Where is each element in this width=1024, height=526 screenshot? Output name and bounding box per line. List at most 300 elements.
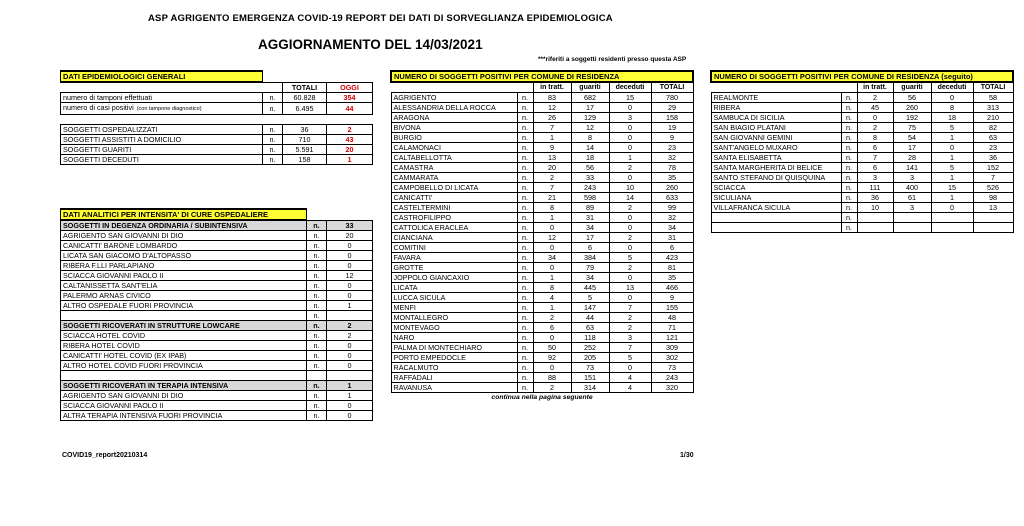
row-label-sub: (con tampone diagnostico)	[136, 106, 202, 112]
value-cell: 2	[533, 313, 571, 323]
table-row	[391, 183, 693, 193]
comune-name: PALMA DI MONTECHIARO	[391, 343, 517, 353]
value-cell: 9	[533, 143, 571, 153]
table-row	[391, 333, 693, 343]
value-cell: 35	[651, 273, 693, 283]
unit-cell: n.	[307, 381, 327, 391]
value-cell: 31	[651, 233, 693, 243]
table-row	[711, 203, 1013, 213]
value-cell: 71	[651, 323, 693, 333]
value-cell: 1	[327, 381, 373, 391]
report-header: ASP AGRIGENTO EMERGENZA COVID-19 REPORT DEI DATI DI SORVEGLIANZA EPIDEMIOLOGICA	[148, 13, 613, 24]
value-cell: 5	[931, 163, 973, 173]
value-cell: n.	[841, 103, 857, 113]
unit-cell: n.	[307, 311, 327, 321]
value-cell: n.	[517, 123, 533, 133]
unit-cell: n.	[307, 391, 327, 401]
value-cell: 34	[571, 223, 609, 233]
value-cell: n.	[517, 163, 533, 173]
value-cell: n.	[841, 133, 857, 143]
col-totali: TOTALI	[283, 82, 327, 93]
value-cell: 2	[609, 233, 651, 243]
value-cell: 3	[893, 203, 931, 213]
value-cell: 6	[857, 163, 893, 173]
value-cell: 50	[533, 343, 571, 353]
table-row	[61, 251, 373, 261]
value-cell: 0	[609, 293, 651, 303]
table-row	[61, 93, 373, 103]
value-cell: n.	[517, 103, 533, 113]
unit-cell: n.	[307, 291, 327, 301]
table-row	[391, 193, 693, 203]
table-row	[61, 135, 373, 145]
table-row	[61, 145, 373, 155]
value-cell: 2	[533, 383, 571, 393]
comune-name: SICULIANA	[711, 193, 841, 203]
value-cell: 423	[651, 253, 693, 263]
value-cell: 6	[571, 243, 609, 253]
value-cell: 58	[973, 93, 1013, 103]
column-header: in tratt.	[857, 82, 893, 93]
value-cell: 0	[609, 223, 651, 233]
table-row	[391, 133, 693, 143]
row-label: SOGGETTI GUARITI	[61, 145, 263, 155]
table-row	[391, 103, 693, 113]
value-cell: n.	[517, 313, 533, 323]
value-cell: 3	[857, 173, 893, 183]
unit-cell: n.	[307, 271, 327, 281]
table-row	[391, 273, 693, 283]
column-header: guariti	[893, 82, 931, 93]
value-cell: 1	[931, 193, 973, 203]
unit-cell: n.	[263, 125, 283, 135]
table-row	[391, 383, 693, 393]
table-row	[711, 123, 1013, 133]
value-cell: 2	[609, 263, 651, 273]
table-row	[61, 401, 373, 411]
value-cell	[973, 213, 1013, 223]
value-cell: 252	[571, 343, 609, 353]
value-cell: 0	[327, 291, 373, 301]
unit-cell: n.	[263, 145, 283, 155]
table-row	[61, 220, 373, 231]
row-label: AGRIGENTO SAN GIOVANNI DI DIO	[61, 231, 307, 241]
table-row	[391, 343, 693, 353]
continue-note: continua nella pagina seguente	[491, 394, 593, 401]
update-date: AGGIORNAMENTO DEL 14/03/2021	[258, 37, 483, 52]
comuni-title: NUMERO DI SOGGETTI POSITIVI PER COMUNE DI RESIDENZA	[391, 71, 693, 82]
value-cell: 21	[533, 193, 571, 203]
table-row	[61, 231, 373, 241]
comune-name: LUCCA SICULA	[391, 293, 517, 303]
table-row	[391, 203, 693, 213]
comune-name: SANT'ANGELO MUXARO	[711, 143, 841, 153]
table-row	[711, 193, 1013, 203]
row-label	[61, 103, 263, 115]
table-row	[61, 371, 373, 381]
value-cell: 88	[533, 373, 571, 383]
today-cell: 44	[327, 103, 373, 115]
value-cell	[327, 371, 373, 381]
value-cell: 7	[533, 183, 571, 193]
report-filename: COVID19_report20210314	[62, 452, 148, 459]
value-cell: 5	[609, 353, 651, 363]
value-cell: n.	[517, 113, 533, 123]
value-cell: 155	[651, 303, 693, 313]
value-cell: n.	[841, 213, 857, 223]
unit-cell: n.	[307, 321, 327, 331]
value-cell: 0	[533, 263, 571, 273]
value-cell: 0	[533, 243, 571, 253]
table-row	[711, 93, 1013, 103]
table-row	[391, 353, 693, 363]
comune-name: FAVARA	[391, 253, 517, 263]
table-row	[391, 223, 693, 233]
value-cell: 192	[893, 113, 931, 123]
value-cell: 1	[533, 133, 571, 143]
table-row	[61, 125, 373, 135]
value-cell: 9	[651, 293, 693, 303]
value-cell: 129	[571, 113, 609, 123]
value-cell: n.	[517, 333, 533, 343]
value-cell: 10	[857, 203, 893, 213]
value-cell: 34	[571, 273, 609, 283]
value-cell: 0	[327, 261, 373, 271]
value-cell: n.	[517, 193, 533, 203]
value-cell: 1	[931, 173, 973, 183]
value-cell: 92	[533, 353, 571, 363]
value-cell: 12	[571, 123, 609, 133]
value-cell: n.	[517, 173, 533, 183]
table-row	[391, 153, 693, 163]
row-label: ALTRO OSPEDALE FUORI PROVINCIA	[61, 301, 307, 311]
row-label: SOGGETTI ASSISTITI A DOMICILIO	[61, 135, 263, 145]
value-cell: 33	[571, 173, 609, 183]
value-cell: 0	[533, 223, 571, 233]
table-row	[391, 363, 693, 373]
comune-name: RAFFADALI	[391, 373, 517, 383]
table-row	[391, 373, 693, 383]
value-cell: 15	[931, 183, 973, 193]
today-cell: 354	[327, 93, 373, 103]
value-cell: 152	[973, 163, 1013, 173]
column-header: deceduti	[931, 82, 973, 93]
total-cell: 36	[283, 125, 327, 135]
value-cell: n.	[517, 373, 533, 383]
value-cell: 73	[651, 363, 693, 373]
table-row	[61, 291, 373, 301]
value-cell: 2	[857, 93, 893, 103]
value-cell: 75	[893, 123, 931, 133]
value-cell: 2	[609, 163, 651, 173]
table-row	[391, 293, 693, 303]
value-cell: 5	[571, 293, 609, 303]
value-cell: 158	[651, 113, 693, 123]
value-cell: n.	[517, 263, 533, 273]
comune-name: SANTA MARGHERITA DI BELICE	[711, 163, 841, 173]
residents-note: ***riferiti a soggetti residenti presso questa ASP	[538, 56, 687, 63]
comune-name: ARAGONA	[391, 113, 517, 123]
value-cell: 20	[533, 163, 571, 173]
comune-name: CANICATTI'	[391, 193, 517, 203]
value-cell: n.	[841, 173, 857, 183]
table-row	[61, 155, 373, 165]
value-cell: 320	[651, 383, 693, 393]
value-cell: 313	[973, 103, 1013, 113]
column-header: TOTALI	[973, 82, 1013, 93]
unit-cell: n.	[307, 251, 327, 261]
comune-name: RACALMUTO	[391, 363, 517, 373]
value-cell: 121	[651, 333, 693, 343]
table-row	[711, 213, 1013, 223]
unit-cell: n.	[263, 155, 283, 165]
unit-cell: n.	[307, 220, 327, 231]
row-label: SCIACCA HOTEL COVID	[61, 331, 307, 341]
unit-cell: n.	[307, 401, 327, 411]
analytic-title: DATI ANALITICI PER INTENSITA' DI CURE OSPEDALIERE	[61, 209, 307, 220]
header-row	[391, 82, 693, 93]
row-label: SOGGETTI OSPEDALIZZATI	[61, 125, 263, 135]
row-label: LICATA SAN GIACOMO D'ALTOPASSO	[61, 251, 307, 261]
value-cell: 63	[973, 133, 1013, 143]
value-cell: n.	[517, 203, 533, 213]
table-row	[711, 223, 1013, 233]
value-cell: 17	[571, 103, 609, 113]
value-cell: 1	[533, 273, 571, 283]
row-label-text: numero di tamponi effettuati	[63, 93, 152, 102]
unit-cell: n.	[307, 341, 327, 351]
table-row	[391, 243, 693, 253]
table-row	[711, 113, 1013, 123]
value-cell: 1	[931, 133, 973, 143]
value-cell: 17	[571, 233, 609, 243]
comune-name: MONTEVAGO	[391, 323, 517, 333]
value-cell: 45	[857, 103, 893, 113]
unit-cell: n.	[307, 301, 327, 311]
value-cell: 8	[533, 203, 571, 213]
table-row	[61, 281, 373, 291]
value-cell	[931, 213, 973, 223]
comune-name: PORTO EMPEDOCLE	[391, 353, 517, 363]
value-cell: 73	[571, 363, 609, 373]
value-cell: 309	[651, 343, 693, 353]
row-label	[61, 93, 263, 103]
value-cell: 0	[931, 93, 973, 103]
value-cell: 13	[609, 283, 651, 293]
comuni-table	[390, 70, 694, 402]
value-cell: 243	[651, 373, 693, 383]
comune-name: CASTELTERMINI	[391, 203, 517, 213]
value-cell	[857, 223, 893, 233]
comuni-continuation-table	[710, 70, 1014, 233]
value-cell: 0	[931, 203, 973, 213]
value-cell: 400	[893, 183, 931, 193]
value-cell: 118	[571, 333, 609, 343]
comune-name: SCIACCA	[711, 183, 841, 193]
value-cell: 12	[533, 103, 571, 113]
value-cell: 56	[571, 163, 609, 173]
value-cell: 0	[609, 143, 651, 153]
value-cell: n.	[841, 193, 857, 203]
general-data-table	[60, 70, 373, 165]
value-cell: n.	[841, 153, 857, 163]
unit-cell: n.	[263, 135, 283, 145]
comune-name: VILLAFRANCA SICULA	[711, 203, 841, 213]
total-cell: 60.828	[283, 93, 327, 103]
value-cell: n.	[517, 273, 533, 283]
comune-name: CASTROFILIPPO	[391, 213, 517, 223]
value-cell: 0	[609, 273, 651, 283]
today-cell: 1	[327, 155, 373, 165]
value-cell: 0	[857, 113, 893, 123]
table-row	[711, 163, 1013, 173]
value-cell: 0	[533, 363, 571, 373]
value-cell: 98	[973, 193, 1013, 203]
value-cell: 6	[651, 243, 693, 253]
value-cell: n.	[517, 93, 533, 103]
comune-name: CAMMARATA	[391, 173, 517, 183]
value-cell: 48	[651, 313, 693, 323]
value-cell: 7	[609, 343, 651, 353]
table-row	[391, 163, 693, 173]
value-cell: 205	[571, 353, 609, 363]
comune-name: BURGIO	[391, 133, 517, 143]
row-label: AGRIGENTO SAN GIOVANNI DI DIO	[61, 391, 307, 401]
value-cell: n.	[841, 113, 857, 123]
row-label	[61, 311, 307, 321]
value-cell: 32	[651, 153, 693, 163]
total-cell: 710	[283, 135, 327, 145]
unit-cell	[307, 371, 327, 381]
value-cell: 302	[651, 353, 693, 363]
value-cell: 9	[651, 133, 693, 143]
value-cell: 3	[609, 113, 651, 123]
value-cell: 0	[327, 281, 373, 291]
table-row	[391, 173, 693, 183]
value-cell: n.	[841, 93, 857, 103]
comune-name: RAVANUSA	[391, 383, 517, 393]
unit-cell: n.	[307, 351, 327, 361]
column-header: in tratt.	[533, 82, 571, 93]
comune-name: SAMBUCA DI SICILIA	[711, 113, 841, 123]
table-row	[391, 123, 693, 133]
value-cell: 5	[609, 253, 651, 263]
table-row	[391, 113, 693, 123]
value-cell: 83	[533, 93, 571, 103]
value-cell: n.	[841, 183, 857, 193]
value-cell: 0	[609, 103, 651, 113]
value-cell: n.	[517, 323, 533, 333]
value-cell: n.	[517, 233, 533, 243]
value-cell: 78	[651, 163, 693, 173]
table-row	[711, 143, 1013, 153]
comune-name: ALESSANDRIA DELLA ROCCA	[391, 103, 517, 113]
value-cell: n.	[517, 253, 533, 263]
value-cell: n.	[517, 293, 533, 303]
table-row	[711, 153, 1013, 163]
col-oggi: OGGI	[327, 82, 373, 93]
table-row	[61, 301, 373, 311]
unit-cell: n.	[263, 93, 283, 103]
value-cell: 4	[609, 373, 651, 383]
value-cell: 0	[609, 123, 651, 133]
value-cell: 12	[327, 271, 373, 281]
table-row	[391, 233, 693, 243]
comune-name: MENFI	[391, 303, 517, 313]
table-row	[61, 351, 373, 361]
value-cell: 13	[973, 203, 1013, 213]
comune-name: REALMONTE	[711, 93, 841, 103]
row-label: RIBERA F.LLI PARLAPIANO	[61, 261, 307, 271]
value-cell	[857, 213, 893, 223]
value-cell: 0	[609, 363, 651, 373]
value-cell: 35	[651, 173, 693, 183]
value-cell: 44	[571, 313, 609, 323]
value-cell: 2	[327, 321, 373, 331]
row-label: CALTANISSETTA SANT'ELIA	[61, 281, 307, 291]
value-cell: 210	[973, 113, 1013, 123]
value-cell: 36	[973, 153, 1013, 163]
comune-name: CIANCIANA	[391, 233, 517, 243]
table-row	[711, 183, 1013, 193]
today-cell: 20	[327, 145, 373, 155]
value-cell	[893, 223, 931, 233]
table-row	[391, 253, 693, 263]
table-row	[61, 271, 373, 281]
value-cell: n.	[517, 223, 533, 233]
value-cell: 314	[571, 383, 609, 393]
comune-name: COMITINI	[391, 243, 517, 253]
table-row	[61, 361, 373, 371]
comune-name: CAMASTRA	[391, 163, 517, 173]
value-cell: 54	[893, 133, 931, 143]
column-header: TOTALI	[651, 82, 693, 93]
unit-cell: n.	[307, 241, 327, 251]
value-cell: 18	[571, 153, 609, 163]
value-cell: 8	[571, 133, 609, 143]
value-cell: 3	[609, 333, 651, 343]
value-cell: 79	[571, 263, 609, 273]
table-row	[391, 283, 693, 293]
general-title: DATI EPIDEMIOLOGICI GENERALI	[61, 71, 263, 82]
value-cell: 2	[533, 173, 571, 183]
row-label: ALTRO HOTEL COVID FUORI PROVINCIA	[61, 361, 307, 371]
row-label	[61, 371, 307, 381]
column-header: guariti	[571, 82, 609, 93]
value-cell: 34	[651, 223, 693, 233]
comune-name: CALAMONACI	[391, 143, 517, 153]
value-cell: 0	[327, 241, 373, 251]
unit-cell: n.	[263, 103, 283, 115]
value-cell: 23	[651, 143, 693, 153]
value-cell: 0	[327, 401, 373, 411]
value-cell: 0	[327, 361, 373, 371]
value-cell: n.	[517, 243, 533, 253]
value-cell: 0	[609, 133, 651, 143]
value-cell	[931, 223, 973, 233]
row-label: SOGGETTI DECEDUTI	[61, 155, 263, 165]
value-cell: 526	[973, 183, 1013, 193]
row-label: SCIACCA GIOVANNI PAOLO II	[61, 401, 307, 411]
unit-cell: n.	[307, 411, 327, 421]
value-cell: 7	[973, 173, 1013, 183]
value-cell: 2	[609, 203, 651, 213]
value-cell: 7	[533, 123, 571, 133]
value-cell: 0	[327, 411, 373, 421]
value-cell: 384	[571, 253, 609, 263]
value-cell: 4	[533, 293, 571, 303]
unit-cell: n.	[307, 281, 327, 291]
